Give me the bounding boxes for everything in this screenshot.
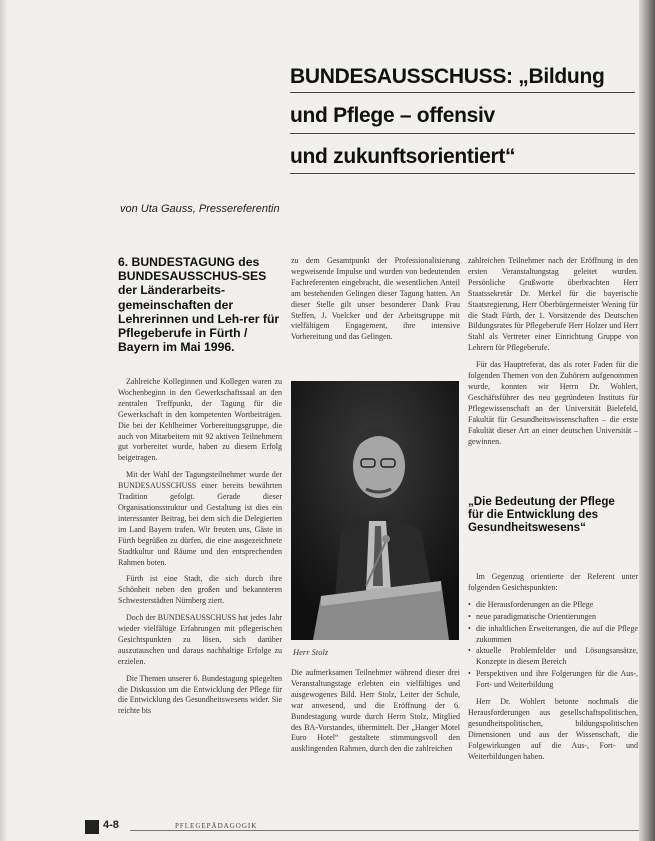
list-item: • neue paradigmatische Orientierungen: [468, 612, 638, 623]
headline-line-3: und zukunftsorientiert“: [290, 145, 516, 168]
page-left-edge: [0, 0, 8, 841]
footer-rule: [130, 830, 640, 831]
speaker-photo-image: [291, 381, 459, 640]
col1-paragraph: Zahlreiche Kolleginnen und Kollegen waren zu Wochenbeginn in den Gewerkschaftssaal an den zentralen Treffpunkt, der Tagung für die Gewerkschaft in den kompetenten Wortbeiträgen. Die bei der Kehlheimer Vorbereitungsgruppe, die auch von Mitarbeitern mit 92 aktiven Teilnehmern gut vorbereitet wurde, haben zu diesem Erfolg beigetragen.: [118, 377, 282, 463]
col3b-lead: Im Gegenzug orientierte der Referent unter folgenden Gesichtspunkten:: [468, 572, 638, 592]
list-item: • die Herausforderungen an die Pflege: [468, 600, 638, 611]
column-2-bottom: [291, 668, 460, 761]
footer-marker: [85, 820, 99, 834]
column-3-top: [468, 256, 638, 453]
page-gutter-shadow: [639, 0, 655, 841]
col3-paragraph: zahlreichen Teilnehmer nach der Eröffnung in den ersten Veranstaltungstag geleitet wurden. Persönliche Grußworte überbrachten Herr Staatssekretär Dr. Merkel für die bayerische Staatsregierung, Herr Oberbürgermeister Wening für die Stadt Fürth, der 1. Vorsitzende des Deutschen Bildungsrates für Pflegeberufe Herr Holzer und Herr Stahl als Vertreter einer Einrichtung Gruppe von Lehrern für Pflegeberufe.: [468, 256, 638, 353]
headline-line-1: BUNDESAUSSCHUSS: „Bildung: [290, 65, 605, 88]
column-2-top: [291, 256, 460, 349]
col1-paragraph: Fürth ist eine Stadt, die sich durch ihre Schönheit neben den großen und bekannteren Schwesterstädten Nürnberg ziert.: [118, 574, 282, 606]
col3b-tail: Herr Dr. Wohlert betonte nochmals die Herausforderungen aus gesellschaftspolitischen, gesundheitspolitischen, bildungspolitischen Dimensionen und aus der Wissenschaft, die Folgewirkungen auf die Aus-, Fort- und Weiterbildungen haben.: [468, 697, 638, 761]
col1-paragraph: Doch der BUNDESAUSSCHUSS hat jedes Jahr wieder vielfältige Erfahrungen mit pflegerischen Gesichtspunkten zu lösen, sich darüber auszutauschen und daraus nachhaltige Erfolge zu erzielen.: [118, 613, 282, 666]
byline: von Uta Gauss, Pressereferentin: [120, 203, 280, 215]
page-number: 4-8: [103, 819, 119, 831]
col1-paragraph: Die Themen unserer 6. Bundestagung spiegelten die Diskussion um die Entwicklung der Pflege für die Entwicklung des Gesundheitswesens wider. Sie reichte bis: [118, 673, 282, 716]
col2b-paragraph: Die aufmerksamen Teilnehmer während dieser drei Veranstaltungstage erlebten ein vielfältiges und ausgewogenes Bild. Herr Stolz, Leiter der Schule, war anwesend, und die Eröffnung der 6. Bundestagung wurde durch Herrn Stolz, Mitglied des BA-Vorstandes, übermittelt. Der „Hanger Motel Euro Hotel“ gestaltete stimmungsvoll den ausklingenden Rahmen, durch den die zahlreichen: [291, 668, 460, 754]
photo-caption: Herr Stolz: [293, 647, 329, 657]
headline-rule-2: [290, 133, 635, 134]
list-item: • aktuelle Problemfelder und Lösungsansätze, Konzepte in diesem Bereich: [468, 646, 638, 668]
list-item: • Perspektiven und ihre Folgerungen für die Aus-, Fort- und Weiterbildung: [468, 669, 638, 691]
subheading: „Die Bedeutung der Pflege für die Entwicklung des Gesundheitswesens“: [468, 495, 615, 534]
headline-line-2: und Pflege – offensiv: [290, 104, 495, 127]
topic-list: [468, 600, 638, 691]
headline-rule-3: [290, 173, 635, 174]
list-item: • die inhaltlichen Erweiterungen, die auf die Pflege zukommen: [468, 624, 638, 646]
intro-paragraph: 6. BUNDESTAGUNG des BUNDESAUSSCHUS-SES der Länderarbeits-gemeinschaften der Lehrerinnen und Leh-rer für Pflegeberufe in Fürth / Bayern im Mai 1996.: [118, 255, 280, 355]
speaker-photo: [291, 381, 459, 640]
col2-paragraph: zu dem Gesamtpunkt der Professionalisierung wegweisende Impulse und wurden von bedeutenden Fachreferenten eingebracht, die wesentlichen Anteil am bestehenden Gelingen dieser Tagung hatten. An dieser Stelle gilt unser besonderer Dank Frau Steffen, J. Voelcker und der Arbeitsgruppe mit vielfältigem Engagement, ihre intensive Vorbereitung und das Gelingen.: [291, 256, 460, 342]
publication-name: PFLEGEPÄDAGOGIK: [175, 822, 258, 830]
column-3-bottom: [468, 572, 638, 769]
col3-paragraph: Für das Hauptreferat, das als roter Faden für die folgenden Themen von den Zuhörern aufgenommen wurde, konnten wir Herrn Dr. Wohlert, Geschäftsführer des neu gegründeten Instituts für Pflegewissenschaft an der Universität Bielefeld, Fakultät für Gesundheitswissenschaften – die erste Fakultät dieser Art an einer deutschen Universität – gewinnen.: [468, 360, 638, 446]
col1-paragraph: Mit der Wahl der Tagungsteilnehmer wurde der BUNDESAUSSCHUSS einer bereits bewährten Tradition gefolgt. Gerade dieser Organisationsstruktur und Gestaltung ist dies ein interessanter Beitrag, bei dem sich die Delegierten im Land Bayern trafen. Wir freuten uns, Gäste in Fürth begrüßen zu dürfen, die eine ausgezeichnete Stadtkultur und Räume und den entsprechenden Rahmen boten.: [118, 470, 282, 567]
headline-rule-1: [290, 92, 635, 93]
column-1: [118, 377, 282, 723]
